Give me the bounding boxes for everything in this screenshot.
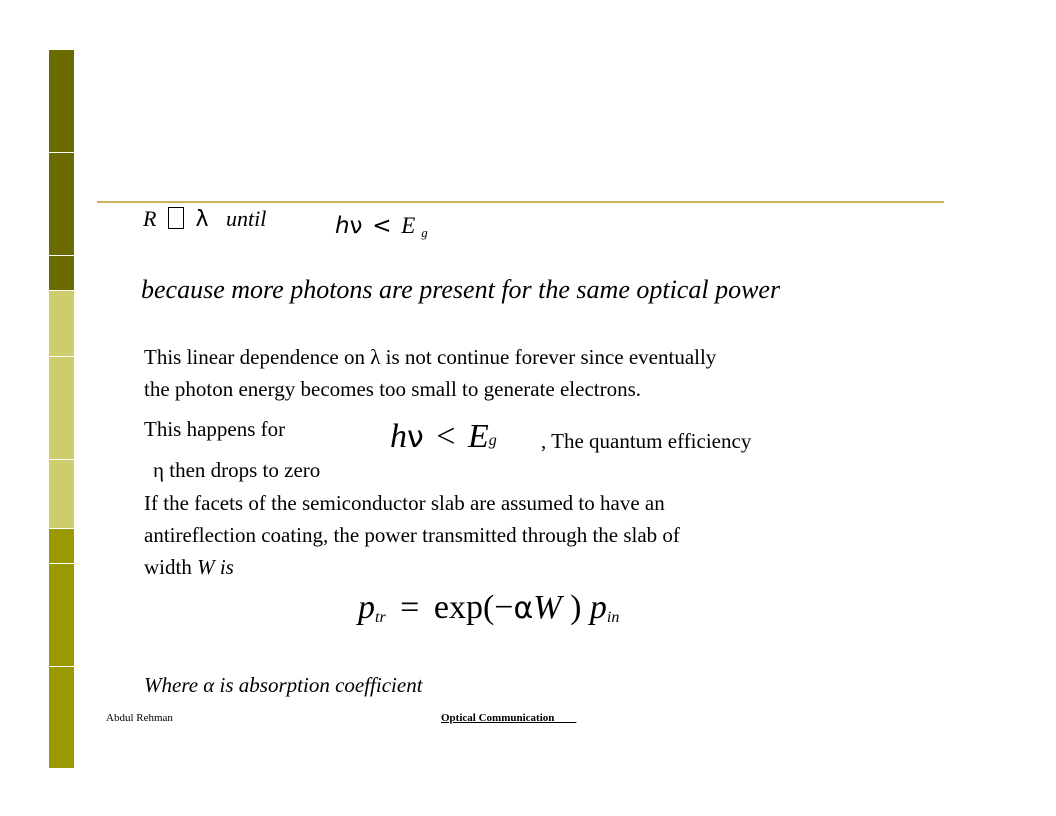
formula-close-paren: ) [570, 589, 582, 626]
sidebar-segment [49, 529, 74, 563]
quantum-efficiency-text: , The quantum efficiency [541, 429, 752, 453]
formula-alpha: α [513, 591, 534, 626]
sidebar-segment [49, 667, 74, 768]
sidebar-segment [49, 50, 74, 152]
formula-nu: ν [349, 213, 363, 239]
formula-h: h [335, 213, 350, 239]
sidebar-segment [49, 291, 74, 356]
formula-less-than: < [436, 418, 456, 455]
sidebar-segment [49, 564, 74, 666]
formula-g: g [488, 432, 497, 449]
formula-equals: = [400, 589, 420, 626]
width-text: width [144, 555, 198, 579]
formula-until: until [225, 206, 267, 231]
sidebar-segment [49, 256, 74, 290]
sidebar-segment [49, 357, 74, 459]
formula-e: E [401, 213, 416, 238]
happens-for-text: This happens for [144, 417, 286, 441]
formula-r: R [143, 206, 157, 231]
formula-less-than: < [372, 213, 392, 239]
formula-p-in: p [589, 589, 607, 626]
eta-drops-text: η then drops to zero [153, 458, 321, 482]
formula-in-subscript: in [606, 609, 620, 626]
formula-photon-energy [335, 210, 428, 245]
formula-tr-subscript: tr [375, 609, 386, 626]
formula-bandgap-condition [390, 417, 497, 463]
footer-course-title: Optical Communication [441, 712, 577, 724]
paragraph-linear-dependence [144, 341, 716, 405]
footer-author: Abdul Rehman [106, 712, 173, 724]
sidebar-segment [49, 153, 74, 255]
formula-h: h [390, 418, 407, 455]
paragraph-facets [144, 487, 680, 583]
paragraph-line: the photon energy becomes too small to generate electrons. [144, 377, 642, 401]
paragraph-line: antireflection coating, the power transmitted through the slab of [144, 523, 680, 547]
formula-exp: exp(− [433, 589, 514, 626]
paragraph-line: If the facets of the semiconductor slab are assumed to have an [144, 491, 665, 515]
paragraph-line [144, 551, 680, 583]
proportional-symbol [168, 207, 184, 229]
formula-nu: ν [407, 420, 424, 455]
formula-g: g [421, 225, 428, 240]
sidebar-segment [49, 460, 74, 528]
formula-p-tr: p [358, 589, 375, 626]
absorption-coefficient-note: Where α is absorption coefficient [144, 673, 423, 697]
width-variable: W is [197, 555, 234, 579]
formula-w: W [533, 589, 562, 626]
paragraph-line: This linear dependence on λ is not continue forever since eventually [144, 345, 717, 369]
formula-e: E [467, 418, 489, 455]
formula-lambda: λ [195, 207, 209, 232]
statement-line: because more photons are present for the same optical power [141, 275, 781, 304]
formula-transmitted-power [358, 586, 619, 636]
formula-responsivity [143, 203, 266, 236]
